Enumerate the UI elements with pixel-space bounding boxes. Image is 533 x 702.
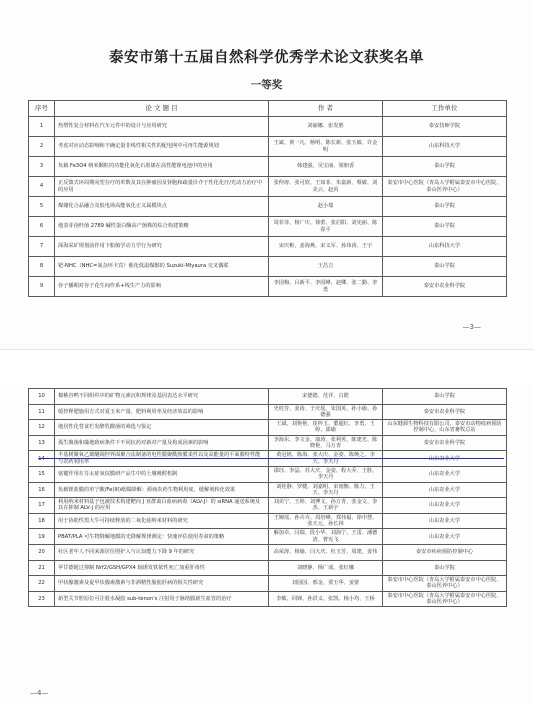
work-unit: 泰山学院	[383, 217, 507, 237]
authors: 张仲涛、张可欣、王如菲、朱嘉新、蔡敏、刘美云、赵芮	[269, 177, 383, 197]
paper-title: 缓控释肥施用方式对夏玉米产量、肥料利用率及经济效益的影响	[55, 404, 269, 420]
work-unit: 泰山学院	[383, 157, 507, 177]
authors: 宋德德、范详、白皓	[269, 389, 383, 405]
row-number: 19	[29, 529, 55, 545]
table-row	[29, 157, 507, 177]
authors: 李敏、回锋、孙洪义、张凯、杨小均、王桥	[269, 591, 383, 607]
paper-title: 深海采矿规划前作用下船舶学动力学行为研究	[55, 237, 269, 257]
work-unit: 山东农业大学	[383, 451, 507, 467]
authors: 刘园园、邢金、贾玉华、姜蕾	[269, 576, 383, 592]
work-unit: 泰安市农业科学院	[383, 435, 507, 451]
work-unit: 山东农业大学	[383, 498, 507, 514]
work-unit: 山东农业大学	[383, 513, 507, 529]
document-title: 泰安市第十五届自然科学优秀学术论文获奖名单	[109, 49, 424, 66]
authors: 解加卓、闫瑞、段小华、刘海宁、王雷、潘德清、曹宪飞	[269, 529, 383, 545]
paper-title: 谷子播期对谷子花生间作系+线生产力的影响	[55, 277, 269, 297]
table-row	[29, 197, 507, 217]
row-number: 11	[29, 404, 55, 420]
authors: 王斌、刘艳艳、崔梓玉、董超红、李勇、王婷、邵瑜	[269, 420, 383, 436]
authors: 刘桂静、罗健、刘嘉明、宋雨衡、陈力、王天、李天丹	[269, 482, 383, 498]
row-number: 13	[29, 435, 55, 451]
work-unit: 泰山学院	[383, 197, 507, 217]
authors: 高荣涛、杨瑜、闫大庆、杜玉芳、周建、姜伟	[269, 544, 383, 560]
work-unit: 泰山学院	[383, 560, 507, 576]
row-number: 18	[29, 513, 55, 529]
table-row	[29, 560, 507, 576]
paper-title: 地居性化替食栏发酵乳酸菌的筛选与鉴定	[55, 420, 269, 436]
paper-title: 利用纳米材料基于包被技术构建靶向 J 亚群禽白血病病毒（ALV-J）的 siRNA 递送系统及其在抑制 ALV-J 的应用	[55, 498, 269, 514]
row-number: 8	[29, 257, 55, 277]
paper-title: 负载锂盐膜的单宁酸/Fe(III)纸媒降解：源商农药生物利用度、缓解剂转化效果	[55, 482, 269, 498]
work-unit: 山东农业大学	[383, 466, 507, 482]
authors: 黄冠铭、陈海、张大庆、金姿、陈焕之、李天、李天丹	[269, 451, 383, 467]
table-row	[29, 482, 507, 498]
work-unit: 泰安技师学院	[383, 117, 507, 137]
award-section-title: 一等奖	[250, 79, 283, 91]
authors: 周菲菲、杨广庆、徐蕾、张启阳、刘宪丽、陈春平	[269, 217, 383, 237]
authors: 刘美宁、王婷、刘博文、孙万青、张金文、李杰、王新宇	[269, 498, 383, 514]
award-table-continued	[28, 388, 507, 607]
header-title: 论 文 题 目	[55, 101, 269, 117]
row-number: 6	[29, 217, 55, 237]
page-gap	[0, 349, 533, 385]
authors: 王斌、黄一凡、杨明、陈长新、张玉敏、许金明	[269, 137, 383, 157]
table-row	[29, 420, 507, 436]
work-unit: 山东健源生物科技有限公司，泰安市动物疫病预防控制中心，山东省畜牧总站	[383, 420, 507, 436]
paper-title: 负载 Fe3O4 纳米颗粒的功能化氧化石墨烯在高性能锂电池中的应用	[55, 157, 269, 177]
work-unit: 泰安市农业科学院	[383, 277, 507, 297]
paper-title: 新型关节腔原位可注射水凝胶 sub-tenon's 注射用于脉络膜新生血管的治疗	[55, 591, 269, 607]
row-number: 14	[29, 451, 55, 467]
row-number: 23	[29, 591, 55, 607]
paper-title: 煤储化合品融合及低电场高能氧化正义属模块点	[55, 197, 269, 217]
table-row	[29, 513, 507, 529]
paper-title: 氨键作用在芬太硅氧烷膜研产品生中的土壤吸附机制	[55, 466, 269, 482]
award-table-first-prize	[28, 100, 507, 297]
row-number: 10	[29, 389, 55, 405]
work-unit: 泰安市中心医院（青岛大学附属泰安市中心医院、泰山医养中心）	[383, 177, 507, 197]
page-number: —3—	[462, 323, 481, 331]
paper-title: 苹甘德链过抑制 Nrf2/GSH/GPX4 轴诱发铁依性死亡加重肝毒性	[55, 560, 269, 576]
authors: 李国梅、吕新平、李国峰、赵卿、张二勤、李勇	[269, 277, 383, 297]
table-row	[29, 544, 507, 560]
paper-title: 地表芽孢杆菌 2789 碱性蛋白酶高产菌株的综合构建策略	[55, 217, 269, 237]
table-row	[29, 404, 507, 420]
paper-title: 热塑性复合材料在汽车元件中的设计与应用研究	[55, 117, 269, 137]
table-row	[29, 435, 507, 451]
row-number: 16	[29, 482, 55, 498]
table-body	[29, 117, 507, 297]
document-page-4	[0, 383, 533, 702]
header-authors: 作 者	[269, 101, 383, 117]
row-number: 22	[29, 576, 55, 592]
table-row	[29, 591, 507, 607]
work-unit: 山东农业大学	[383, 482, 507, 498]
paper-title: 考虑对应动态影响和不确定量非线性相关性的配电网中可再生能源规划	[55, 137, 269, 157]
work-unit: 泰安市中心医院（青岛大学附属泰安市中心医院、泰山医养中心）	[383, 591, 507, 607]
authors: 韩建强、吴宝丽、梁朋香	[269, 157, 383, 177]
row-number: 1	[29, 117, 55, 137]
document-page-3	[0, 0, 533, 349]
work-unit: 泰安市中心医院（青岛大学附属泰安市中心医院、泰山医养中心）	[383, 576, 507, 592]
authors: 李海东、李文金、康涛、张利英、陈建光、陈晓艳、马万青	[269, 435, 383, 451]
paper-title: 社区老年人不同来源居住照护入与认知能力下降 9 年的研究	[55, 544, 269, 560]
row-number: 15	[29, 466, 55, 482]
row-number: 5	[29, 197, 55, 217]
blue-highlight-line	[38, 458, 504, 459]
table-row	[29, 137, 507, 157]
authors: 邵珏、李晶、苏大庆、金姿、程大乔、王胜、李天丹	[269, 466, 383, 482]
table-row	[29, 277, 507, 297]
header-unit: 工作单位	[383, 101, 507, 117]
row-number: 3	[29, 157, 55, 177]
row-number: 4	[29, 177, 55, 197]
row-number: 20	[29, 544, 55, 560]
row-number: 21	[29, 560, 55, 576]
authors: 刘丽娜、张发胜	[269, 117, 383, 137]
work-unit: 泰安市疾病预防控制中心	[383, 544, 507, 560]
row-number: 7	[29, 237, 55, 257]
authors: 王婉瑶、孙卉卉、周培峰、郑伟福、徐中慧、张天元、孙长林	[269, 513, 383, 529]
paper-title: 用于协助性黑大牛可持续释放的二氧化硅纳米材料的研究	[55, 513, 269, 529]
table-row	[29, 389, 507, 405]
authors: 刘晓静、杨广成、张红娜	[269, 560, 383, 576]
table-row	[29, 177, 507, 197]
paper-title: 甲状腺激素及促甲状腺素激素与非酒精性脂肪肝病的相关性研究	[55, 576, 269, 592]
table-header-row	[29, 101, 507, 117]
paper-title: 棉桃谷鸭不同组织中的矿物元素沉积规律及基因表达水平研究	[55, 389, 269, 405]
row-number: 9	[29, 277, 55, 297]
page-number: —4—	[30, 689, 49, 697]
table-body	[29, 389, 507, 607]
work-unit: 泰山学院	[383, 257, 507, 277]
table-row	[29, 257, 507, 277]
authors: 王昌吉	[269, 257, 383, 277]
table-row	[29, 576, 507, 592]
work-unit: 山东科技大学	[383, 237, 507, 257]
table-row	[29, 529, 507, 545]
work-unit: 山东科技大学	[383, 137, 507, 157]
header-no: 序号	[29, 101, 55, 117]
paper-title: 半基树聚氧乙烯醚调控界面聚合法制备的电性膜聚酰胺膜柔性以及高能量的平面膜特性能与农药利用率	[55, 451, 269, 467]
work-unit: 泰山学院	[383, 389, 507, 405]
row-number: 17	[29, 498, 55, 514]
authors: 宋庆彬、姜海燕、宋义军、孙玮涛、王宇	[269, 237, 383, 257]
row-number: 12	[29, 420, 55, 436]
table-row	[29, 217, 507, 237]
work-unit: 泰安市农业科学院	[383, 404, 507, 420]
table-row	[29, 237, 507, 257]
paper-title: PBAT/PLA 可生物降解地膜的光降解规律测定：快速评估使用寿命的策略	[55, 529, 269, 545]
work-unit: 山东农业大学	[383, 529, 507, 545]
paper-title: 正反馈式环周期向型存疗的单数及其在肿瘤因及肾胞和疏量诊介于性化化疗/光动力治疗中的应用	[55, 177, 269, 197]
paper-title: 孤生腹菌和藻地致病条件下不同抗药对新对产量及构成因素的影响	[55, 435, 269, 451]
authors: 史桂芳、姜涛、于庆瑶、朱国英、孙小瑜、孙德强	[269, 404, 383, 420]
row-number: 2	[29, 137, 55, 157]
table-row	[29, 498, 507, 514]
table-row	[29, 466, 507, 482]
table-row	[29, 117, 507, 137]
paper-title: 钯-NHC（NHC=氮杂环卡宾）催化低温煤醇的 Suzuki-Miyaura 交叉偶联	[55, 257, 269, 277]
authors: 赵小瑞	[269, 197, 383, 217]
